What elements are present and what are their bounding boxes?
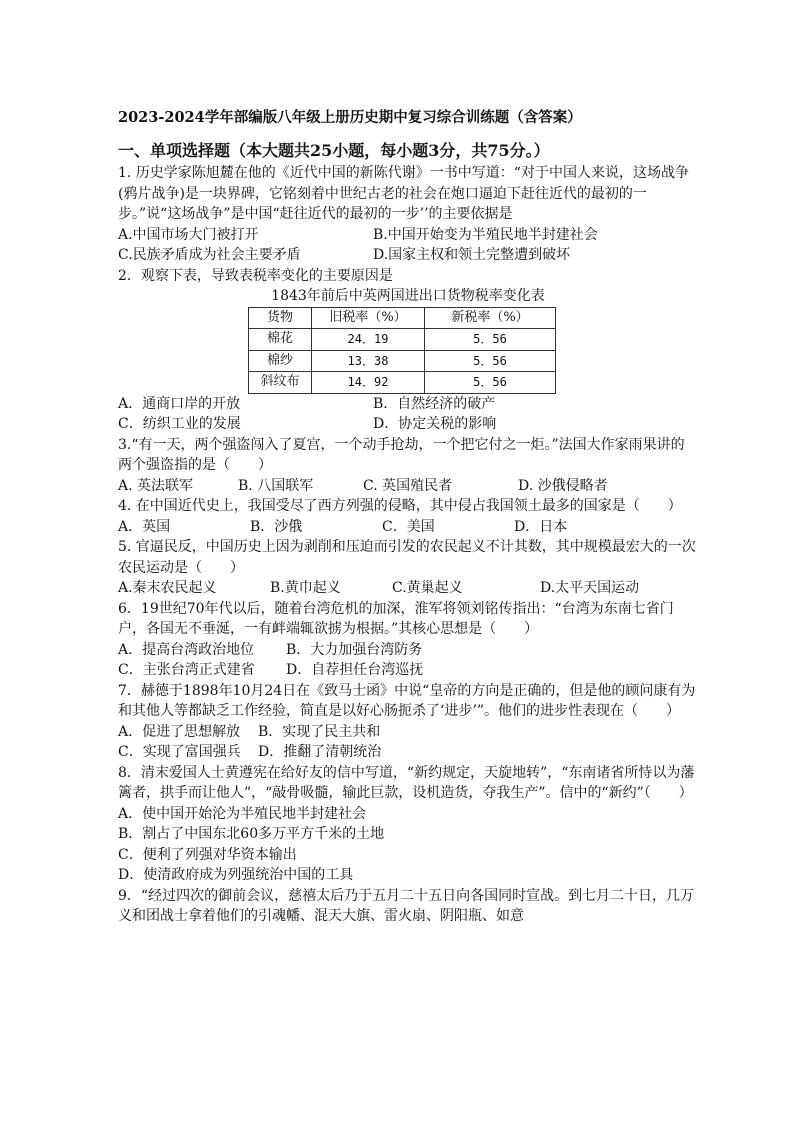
question-6-options-ab (118, 640, 698, 661)
question-5-stem: 5. 官逼民反，中国历史上因为剥削和压迫而引发的农民起义不计其数，其中规模最宏大的一次农民运动是（ ） (118, 539, 696, 576)
table-row (249, 350, 556, 372)
option-b: B.中国开始变为半殖民地半封建社会 (373, 226, 598, 243)
option-b: B.黄巾起义 (270, 580, 341, 596)
option-b: B．割占了中国东北60多万平方千米的土地 (118, 826, 385, 842)
question-3-options (118, 476, 698, 497)
table-cell: 5．56 (425, 329, 556, 351)
option-c: C.民族矛盾成为社会主要矛盾 (118, 247, 301, 263)
question-1-options-cd (118, 245, 698, 266)
table-cell: 5．56 (425, 372, 556, 394)
option-c: C．美国 (382, 518, 435, 535)
option-b: B．大力加强台湾防务 (286, 641, 423, 658)
option-a: A. 英法联军 (118, 477, 194, 494)
option-a: A．使中国开始沦为半殖民地半封建社会 (118, 805, 367, 822)
table-title: 1843年前后中英两国进出口货物税率变化表 (271, 288, 545, 304)
question-5-options (118, 578, 698, 599)
document-title: 2023-2024学年部编版八年级上册历史期中复习综合训练题（含答案） (118, 109, 582, 126)
question-7-stem: 7．赫德于1898年10月24日在《致马士函》中说“皇帝的方向是正确的，但是他的顾问康有为和其他人等都缺乏工作经验，简直是以好心肠扼杀了‘进步’”。他们的进步性表现在（ ） (118, 682, 696, 719)
question-7-options-ab (118, 722, 698, 743)
question-2-stem: 2．观察下表，导致表税率变化的主要原因是 (118, 267, 393, 284)
table-cell: 14．92 (312, 372, 425, 394)
option-d: D. 沙俄侵略者 (518, 477, 608, 494)
option-d: D．协定关税的影响 (373, 416, 497, 432)
table-header-row (249, 307, 556, 329)
option-c: C．便利了列强对华资本输出 (118, 846, 297, 863)
option-c: C.黄巢起义 (392, 580, 463, 596)
tax-rate-table (248, 307, 556, 394)
option-b: B．自然经济的破产 (373, 395, 496, 412)
table-header-cell: 旧税率（%） (312, 307, 425, 329)
table-cell: 13．38 (312, 350, 425, 372)
option-a: A.秦末农民起义 (118, 580, 217, 596)
table-cell: 5．56 (425, 350, 556, 372)
option-c: C．主张台湾正式建省 (118, 662, 255, 678)
option-d: D.太平天国运动 (540, 580, 640, 596)
option-d: D．自荐担任台湾巡抚 (286, 662, 424, 678)
option-c: C. 英国殖民者 (363, 477, 453, 494)
table-header-cell: 货物 (249, 307, 312, 329)
question-4-options (118, 517, 698, 538)
table-cell: 24．19 (312, 329, 425, 351)
table-header-cell: 新税率（%） (425, 307, 556, 329)
table-row (249, 372, 556, 394)
section-heading: 一、单项选择题（本大题共25小题，每小题3分，共75分。） (118, 141, 550, 160)
question-2-options-ab (118, 394, 698, 415)
question-7-options-cd (118, 742, 698, 763)
option-d: D．使清政府成为列强统治中国的工具 (118, 867, 354, 883)
option-a: A．提高台湾政治地位 (118, 641, 255, 658)
option-d: D．推翻了清朝统治 (258, 744, 382, 760)
table-cell: 棉花 (249, 329, 312, 351)
option-c: C．实现了富国强兵 (118, 744, 241, 760)
option-a: A.中国市场大门被打开 (118, 226, 259, 243)
option-c: C．纺织工业的发展 (118, 416, 241, 432)
option-b: B．沙俄 (250, 518, 303, 535)
option-a: A．促进了思想解放 (118, 723, 241, 740)
table-cell: 斜纹布 (249, 372, 312, 394)
question-8-stem: 8．清末爱国人士黄遵宪在给好友的信中写道，“新约规定，天旋地转”，“东南诸省所恃以为藩篱者，拱手而让他人”，“敲骨吸髓，输此巨款，设机造货，夺我生产”。信中的“新约”（ ） (118, 764, 695, 801)
question-1-options-ab (118, 225, 698, 246)
question-6-options-cd (118, 660, 698, 681)
option-b: B．实现了民主共和 (258, 723, 381, 740)
question-2-options-cd (118, 414, 698, 435)
table-cell: 棉纱 (249, 350, 312, 372)
option-b: B. 八国联军 (238, 477, 314, 494)
question-6-stem: 6．19世纪70年代以后，随着台湾危机的加深，淮军将领刘铭传指出：“台湾为东南七省门户，各国无不垂涎，一有衅端辄欲掳为根据。”其核心思想是（ ） (118, 600, 674, 637)
question-1-stem: 1. 历史学家陈旭麓在他的《近代中国的新陈代谢》一书中写道：“对于中国人来说，这场战争(鸦片战争)是一块界碑，它铭刻着中世纪古老的社会在炮口逼迫下赶往近代的最初的一步。”说“这场战争”是中国“赶往近代的最初的一步’’的主要依据是 (118, 165, 689, 222)
question-4-stem: 4. 在中国近代史上，我国受尽了西方列强的侵略，其中侵占我国领土最多的国家是（ ） (118, 498, 682, 514)
question-list (118, 163, 698, 927)
question-3-stem: 3.“有一天，两个强盗闯入了夏宫，一个动手抢劫，一个把它付之一炬。”法国大作家雨果讲的两个强盗指的是（ ） (118, 436, 685, 473)
option-d: D．日本 (514, 518, 568, 535)
option-d: D.国家主权和领土完整遭到破坏 (373, 247, 571, 263)
table-row (249, 329, 556, 351)
question-9-stem: 9．“经过四次的御前会议，慈禧太后乃于五月二十五日向各国同时宣战。到七月二十日，几万义和团战士拿着他们的引魂幡、混天大旗、雷火扇、阴阳瓶、如意 (118, 887, 695, 924)
option-a: A．通商口岸的开放 (118, 395, 241, 412)
option-a: A．英国 (118, 518, 171, 535)
